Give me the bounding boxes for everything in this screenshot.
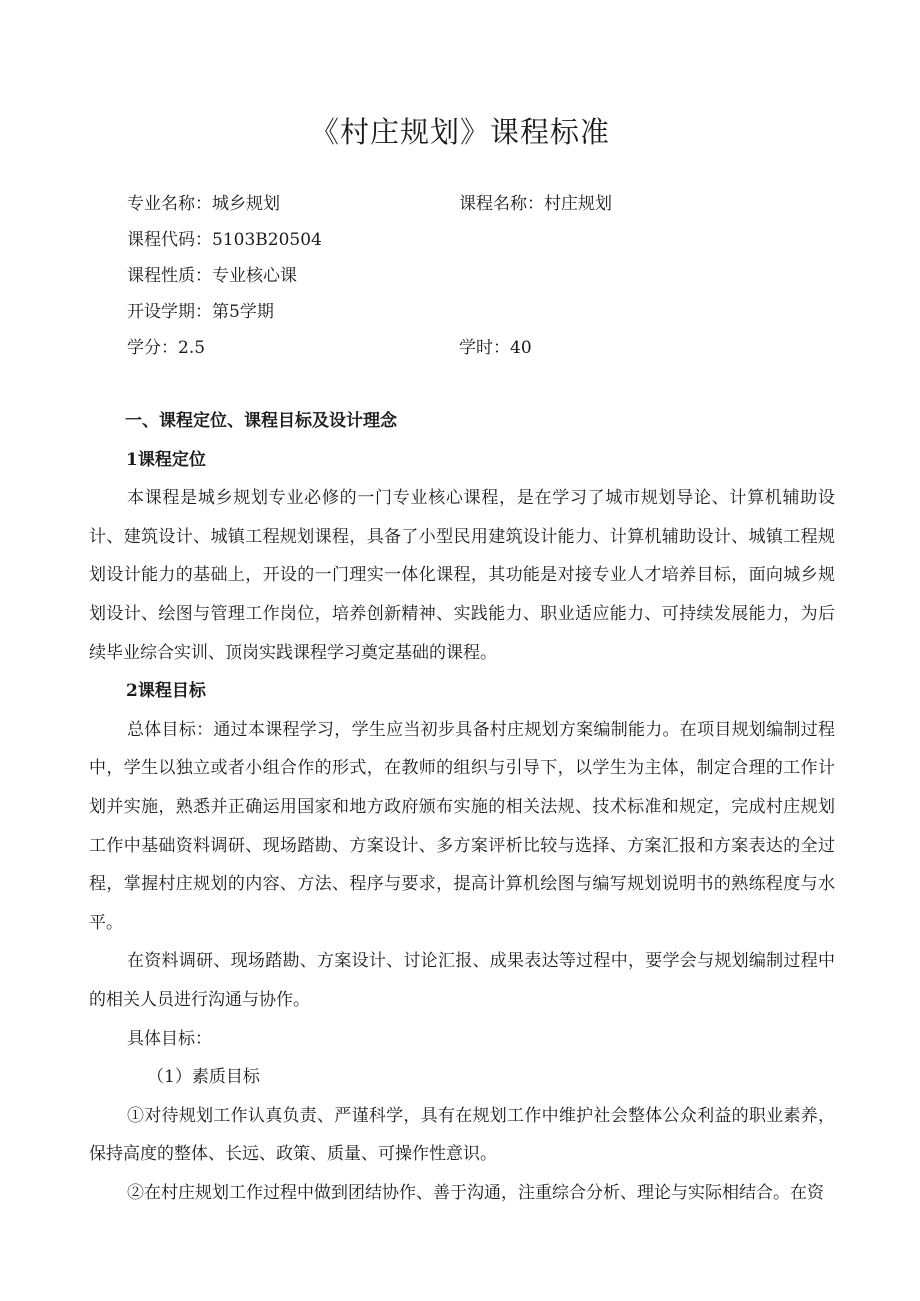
info-row bbox=[127, 330, 827, 366]
hours-field: 学时：40 bbox=[459, 338, 532, 358]
semester-field: 开设学期：第5学期 bbox=[127, 302, 274, 322]
major-field: 专业名称：城乡规划 bbox=[127, 194, 280, 214]
document-body bbox=[89, 402, 835, 1212]
info-row bbox=[127, 294, 827, 330]
credits-field: 学分：2.5 bbox=[127, 338, 206, 358]
course-nature-field: 课程性质：专业核心课 bbox=[127, 266, 297, 286]
info-row bbox=[127, 222, 827, 258]
paragraph: 总体目标：通过本课程学习，学生应当初步具备村庄规划方案编制能力。在项目规划编制过程中，学生以独立或者小组合作的形式，在教师的组织与引导下，以学生为主体，制定合理的工作计划并实施，熟悉并正确运用国家和地方政府颁布实施的相关法规、技术标准和规定，完成村庄规划工作中基础资料调研、现场踏勘、方案设计、多方案评析比较与选择、方案汇报和方案表达的全过程，掌握村庄规划的内容、方法、程序与要求，提高计算机绘图与编写规划说明书的熟练程度与水平。 bbox=[89, 719, 835, 933]
info-row bbox=[127, 186, 827, 222]
paragraph: 在资料调研、现场踏勘、方案设计、讨论汇报、成果表达等过程中，要学会与规划编制过程中的相关人员进行沟通与协作。 bbox=[89, 951, 835, 1010]
paragraph: 本课程是城乡规划专业必修的一门专业核心课程，是在学习了城市规划导论、计算机辅助设计、建筑设计、城镇工程规划课程，具备了小型民用建筑设计能力、计算机辅助设计、城镇工程规划设计能力的基础上，开设的一门理实一体化课程，其功能是对接专业人才培养目标，面向城乡规划设计、绘图与管理工作岗位，培养创新精神、实践能力、职业适应能力、可持续发展能力，为后续毕业综合实训、顶岗实践课程学习奠定基础的课程。 bbox=[89, 488, 835, 663]
paragraph: 具体目标： bbox=[127, 1028, 212, 1049]
course-name-field: 课程名称：村庄规划 bbox=[459, 194, 612, 214]
subsection-heading: 2课程目标 bbox=[126, 681, 206, 702]
info-row bbox=[127, 258, 827, 294]
course-code-field: 课程代码：5103B20504 bbox=[127, 230, 322, 250]
section-heading: 一、课程定位、课程目标及设计理念 bbox=[125, 411, 397, 431]
document-title: 《村庄规划》课程标准 bbox=[309, 115, 610, 149]
list-heading: （1）素质目标 bbox=[147, 1067, 260, 1088]
course-info-block bbox=[127, 186, 827, 366]
list-item: ②在村庄规划工作过程中做到团结协作、善于沟通，注重综合分析、理论与实际相结合。在资 bbox=[127, 1182, 824, 1203]
list-item: ①对待规划工作认真负责、严谨科学，具有在规划工作中维护社会整体公众利益的职业素养，保持高度的整体、长远、政策、质量、可操作性意识。 bbox=[89, 1105, 835, 1165]
subsection-heading: 1课程定位 bbox=[126, 449, 206, 470]
